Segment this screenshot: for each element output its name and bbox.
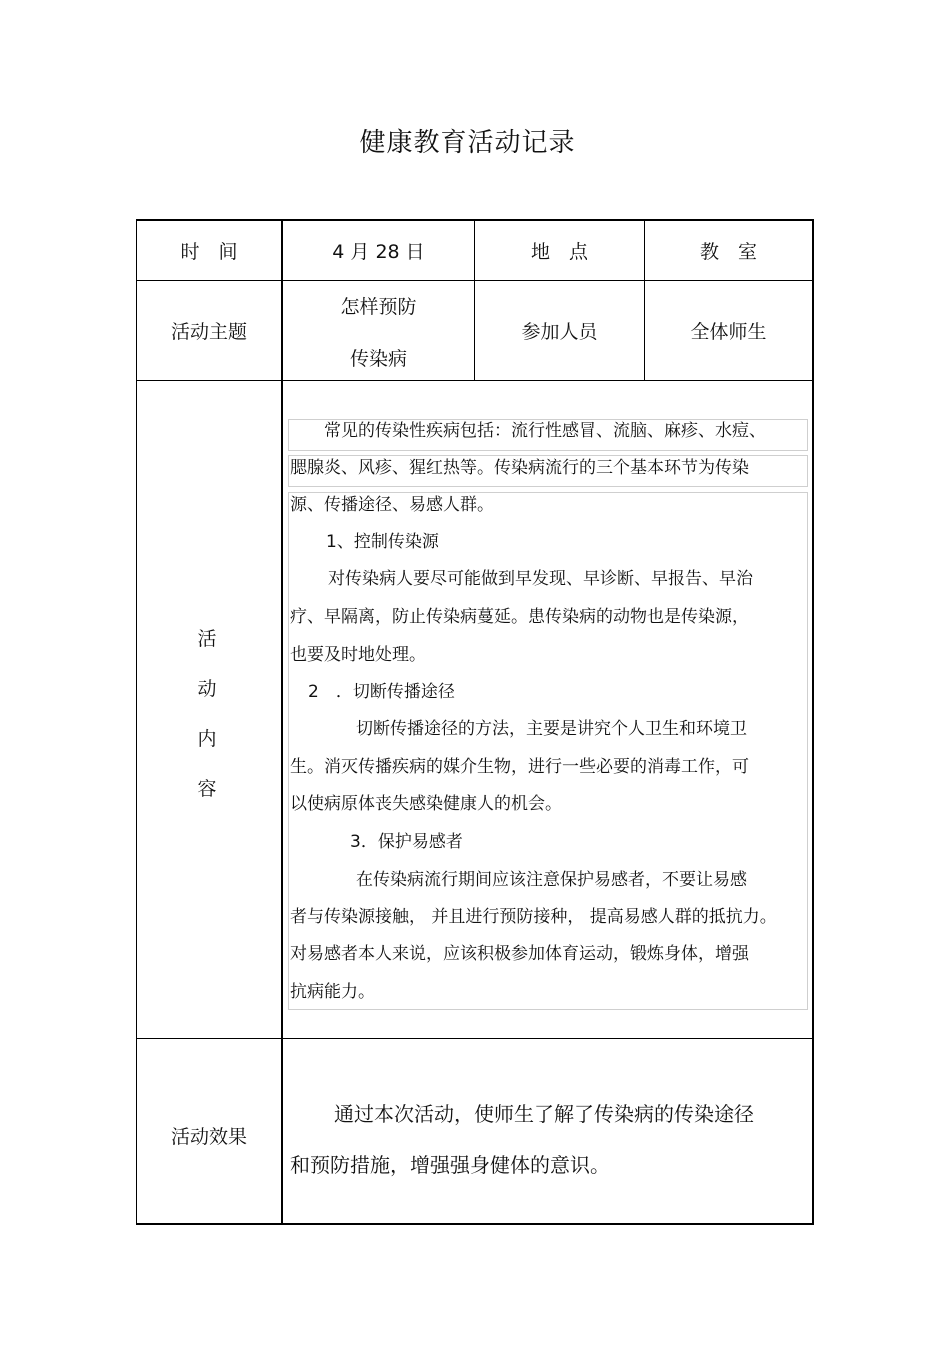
topic-value-line1: 怎样预防 bbox=[340, 296, 417, 318]
table-row-divider-1 bbox=[136, 280, 814, 281]
content-line: 疗、早隔离，防止传染病蔓延。患传染病的动物也是传染源， bbox=[290, 607, 749, 627]
table-border-bottom bbox=[136, 1223, 814, 1225]
table-row-divider-3 bbox=[136, 1038, 814, 1039]
content-line: 源、传播途径、易感人群。 bbox=[290, 495, 494, 515]
time-label: 时 间 bbox=[180, 241, 238, 263]
content-line: 抗病能力。 bbox=[290, 982, 375, 1002]
page-title: 健康教育活动记录 bbox=[359, 128, 576, 158]
effect-line-1: 通过本次活动，使师生了解了传染病的传染途径 bbox=[334, 1102, 754, 1126]
table-border-top bbox=[136, 219, 814, 221]
table-border-left bbox=[136, 219, 137, 1225]
place-label: 地 点 bbox=[530, 241, 588, 263]
content-line: 以使病原体丧失感染健康人的机会。 bbox=[290, 794, 562, 814]
participants-value: 全体师生 bbox=[690, 321, 767, 343]
time-value: 4 月 28 日 bbox=[332, 241, 425, 263]
content-line: 对传染病人要尽可能做到早发现、早诊断、早报告、早治 bbox=[328, 569, 753, 589]
topic-label: 活动主题 bbox=[170, 321, 247, 343]
content-line: 在传染病流行期间应该注意保护易感者，不要让易感 bbox=[356, 870, 747, 890]
content-line: 1、控制传染源 bbox=[326, 532, 439, 552]
content-line: 对易感者本人来说，应该积极参加体育运动，锻炼身体，增强 bbox=[290, 944, 749, 964]
content-line: 生。消灭传播疾病的媒介生物，进行一些必要的消毒工作，可 bbox=[290, 757, 749, 777]
effect-label: 活动效果 bbox=[170, 1126, 247, 1148]
effect-line-2: 和预防措施，增强强身健体的意识。 bbox=[290, 1153, 610, 1177]
content-label-char-2: 动 bbox=[197, 678, 217, 700]
content-line: 2 ．切断传播途径 bbox=[308, 682, 455, 702]
content-line: 也要及时地处理。 bbox=[290, 645, 426, 665]
table-border-right bbox=[812, 219, 814, 1225]
place-value: 教 室 bbox=[699, 241, 757, 263]
content-line: 切断传播途径的方法，主要是讲究个人卫生和环境卫 bbox=[356, 719, 747, 739]
content-line: 常见的传染性疾病包括：流行性感冒、流脑、麻疹、水痘、 bbox=[324, 421, 766, 441]
content-line: 者与传染源接触， 并且进行预防接种， 提高易感人群的抵抗力。 bbox=[290, 907, 777, 927]
topic-value-line2: 传染病 bbox=[349, 348, 407, 370]
content-label-char-4: 容 bbox=[197, 778, 217, 800]
content-label-char-1: 活 bbox=[197, 628, 217, 650]
content-line: 腮腺炎、风疹、猩红热等。传染病流行的三个基本环节为传染 bbox=[290, 458, 749, 478]
content-line: 3．保护易感者 bbox=[350, 832, 463, 852]
table-row-divider-2 bbox=[136, 380, 814, 381]
content-label-char-3: 内 bbox=[197, 728, 217, 750]
participants-label: 参加人员 bbox=[521, 321, 598, 343]
